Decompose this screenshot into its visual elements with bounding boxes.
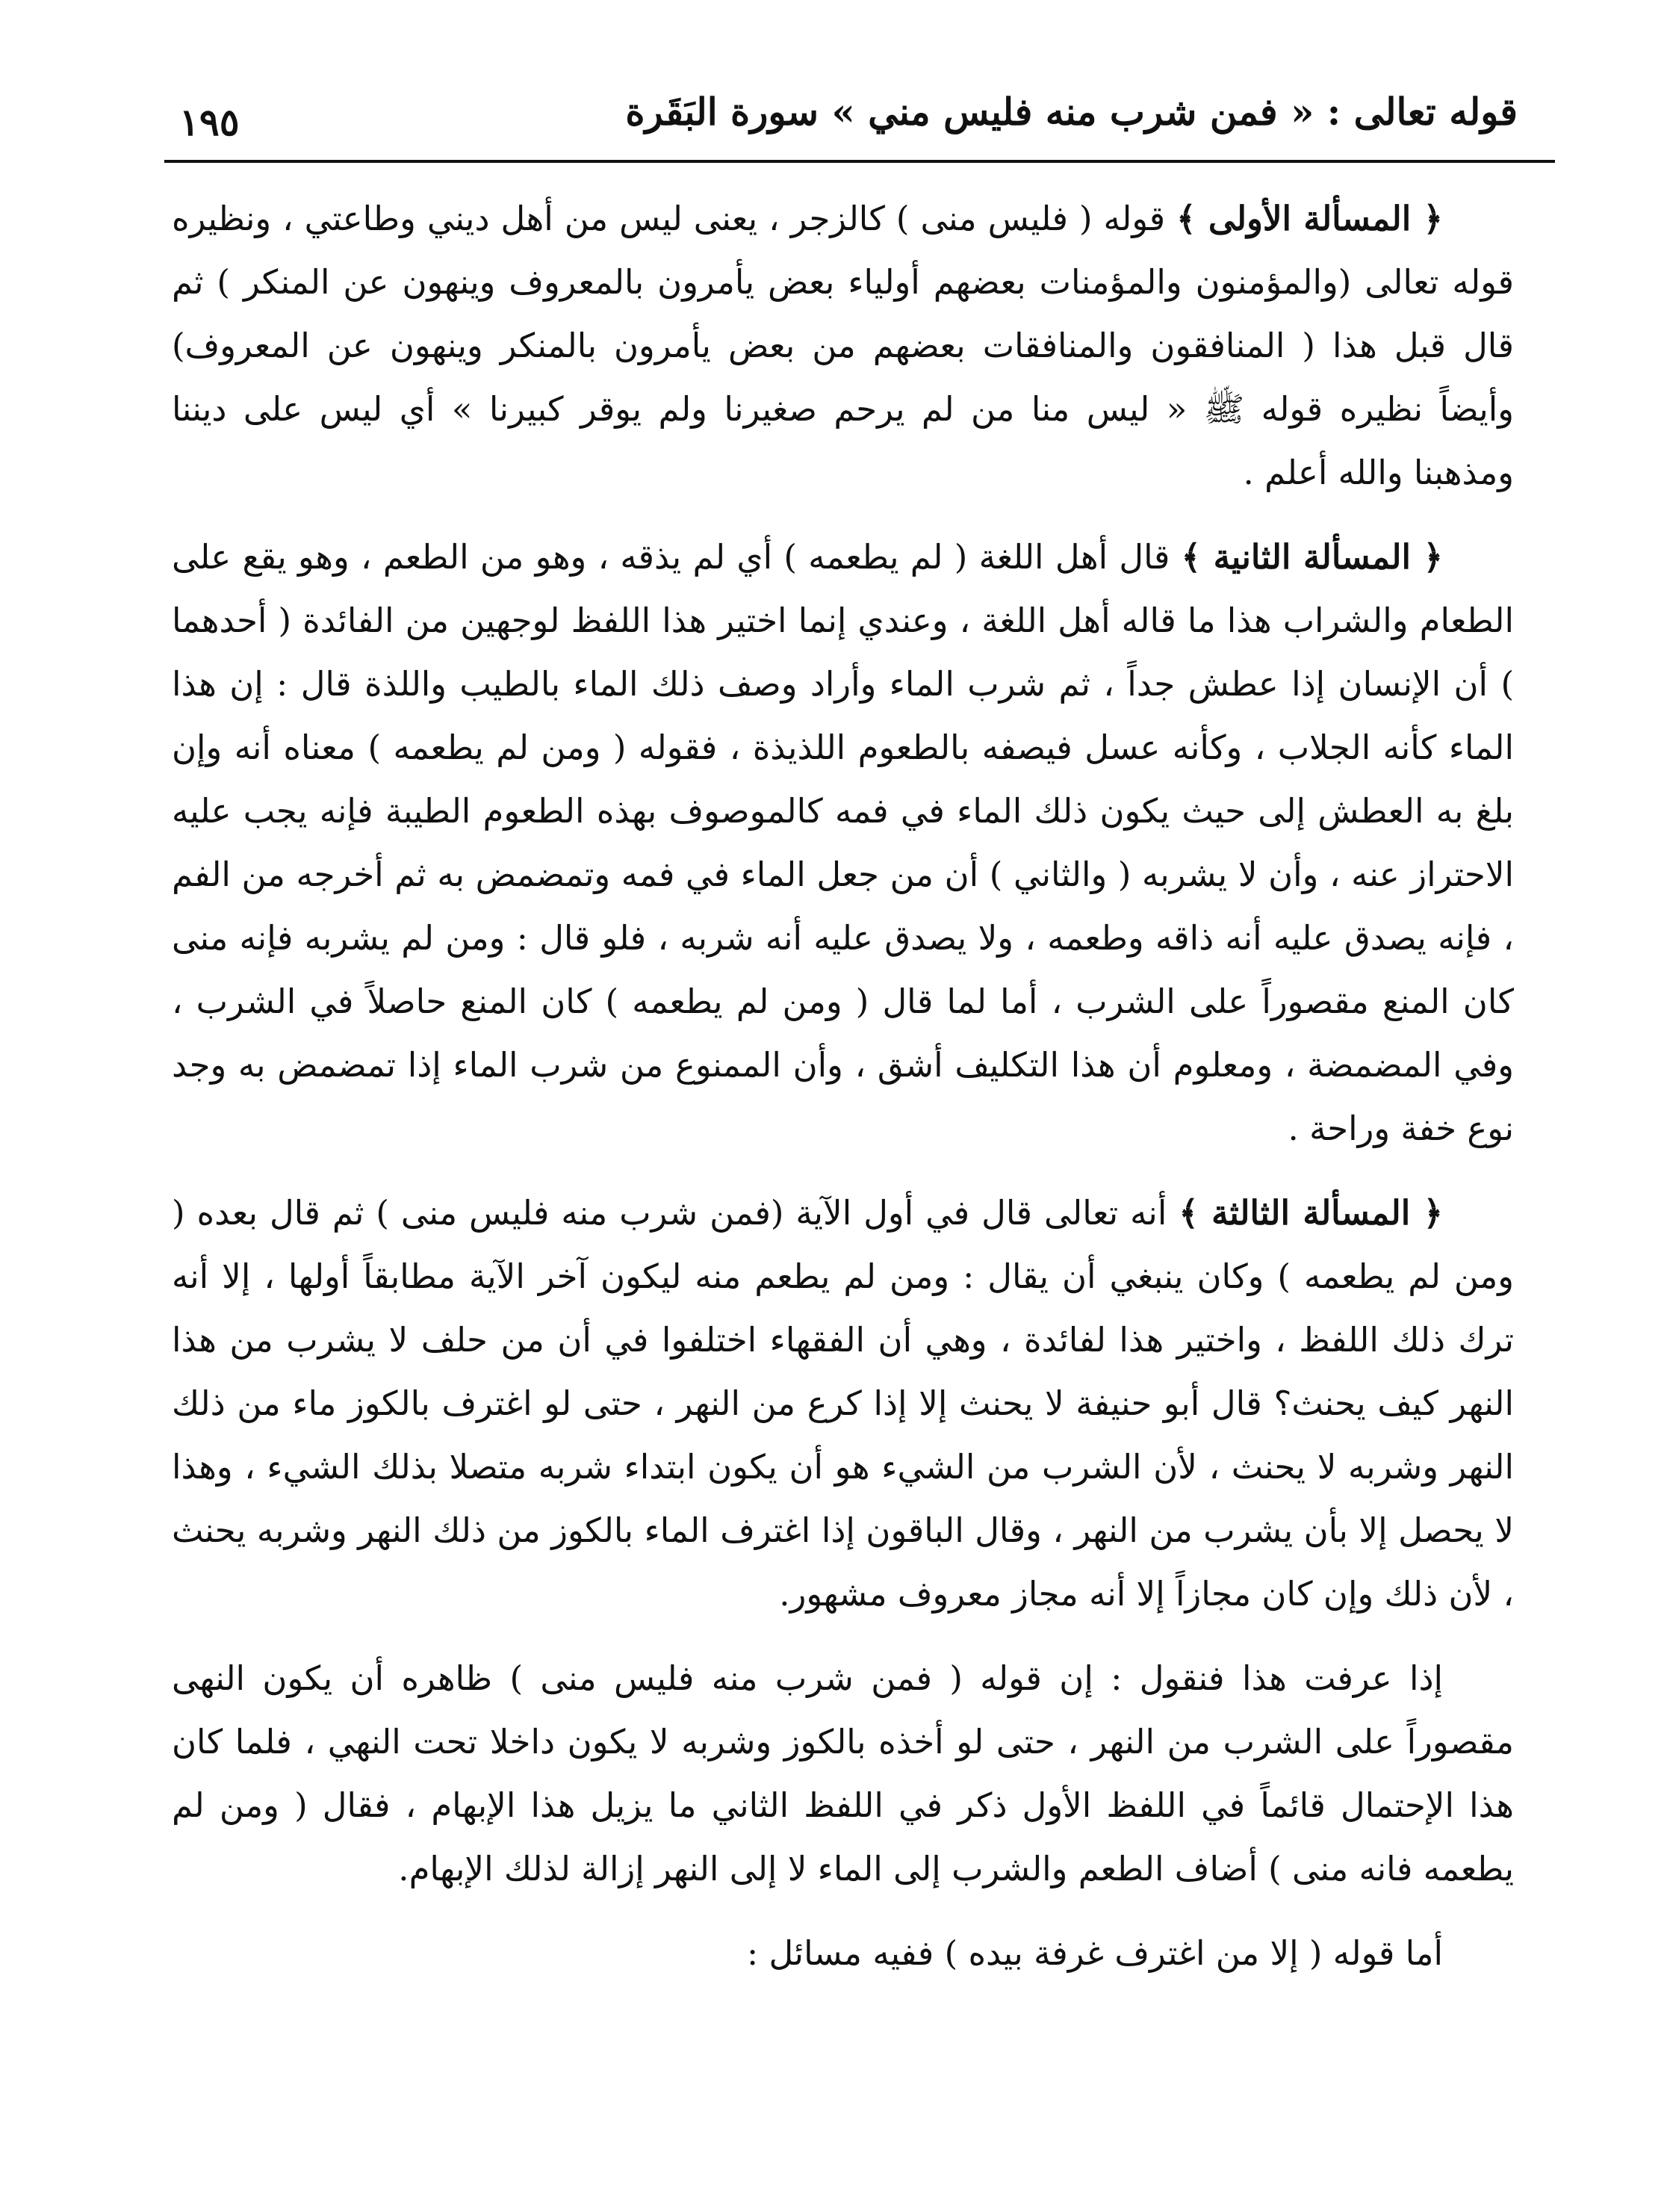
body-text [172, 187, 1514, 2006]
close-bracket: ﴾ [1181, 537, 1202, 577]
paragraph-3-text: أنه تعالى قال في أول الآية (فمن شرب منه فليس منى ) ثم قال بعده ( ومن لم يطعمه ) وكان ينبغي أن يقال : ومن لم يطعم منه ليكون آخر الآية مطابقاً أولها ، إلا أنه ترك ذلك اللفظ ، واختير هذا لفائدة ، وهي أن الفقهاء اختلفوا في أن من حلف لا يشرب من هذا النهر كيف يحنث؟ قال أبو حنيفة لا يحنث إلا إذا كرع من النهر ، حتى لو اغترف بالكوز ماء من ذلك النهر وشربه لا يحنث ، لأن الشرب من الشيء هو أن يكون ابتداء شربه متصلا بذلك الشيء ، وهذا لا يحصل إلا بأن يشرب من النهر ، وقال الباقون إذا اغترف الماء بالكوز من ذلك النهر وشربه يحنث ، لأن ذلك وإن كان مجازاً إلا أنه مجاز معروف مشهور. [172, 1193, 1514, 1614]
issue-title-1-text: المسألة الأولى [1208, 199, 1412, 238]
paragraph-issue-2 [172, 525, 1514, 1160]
paragraph-2-text: قال أهل اللغة ( لم يطعمه ) أي لم يذقه ، وهو من الطعم ، وهو يقع على الطعام والشراب هذا ما قاله أهل اللغة ، وعندي إنما اختير هذا اللفظ لوجهين من الفائدة ( أحدهما ) أن الإنسان إذا عطش جداً ، ثم شرب الماء وأراد وصف ذلك الماء بالطيب واللذة قال : إن هذا الماء كأنه الجلاب ، وكأنه عسل فيصفه بالطعوم اللذيذة ، فقوله ( ومن لم يطعمه ) معناه أنه وإن بلغ به العطش إلى حيث يكون ذلك الماء في فمه كالموصوف بهذه الطعوم الطيبة فإنه يجب عليه الاحتراز عنه ، وأن لا يشربه ( والثاني ) أن من جعل الماء في فمه وتمضمض به ثم أخرجه من الفم ، فإنه يصدق عليه أنه ذاقه وطعمه ، ولا يصدق عليه أنه شربه ، فلو قال : ومن لم يشربه فإنه منى كان المنع مقصوراً على الشرب ، أما لما قال ( ومن لم يطعمه ) كان المنع حاصلاً في الشرب ، وفي المضمضة ، ومعلوم أن هذا التكليف أشق ، وأن الممنوع من شرب الماء إذا تمضمض به وجد نوع خفة وراحة . [172, 537, 1514, 1148]
close-bracket: ﴾ [1179, 1193, 1199, 1233]
paragraph-5 [172, 1921, 1514, 1985]
page-header [179, 90, 1518, 157]
issue-title-2-text: المسألة الثانية [1213, 537, 1411, 577]
running-title: قوله تعالى : « فمن شرب منه فليس مني » سورة البَقَرة [625, 90, 1518, 134]
paragraph-4-text: إذا عرفت هذا فنقول : إن قوله ( فمن شرب منه فليس منى ) ظاهره أن يكون النهى مقصوراً على الشرب من النهر ، حتى لو أخذه بالكوز وشربه لا يكون داخلا تحت النهي ، فلما كان هذا الإحتمال قائماً في اللفظ الأول ذكر في اللفظ الثاني ما يزيل هذا الإبهام ، فقال ( ومن لم يطعمه فانه منى ) أضاف الطعم والشرب إلى الماء لا إلى النهر إزالة لذلك الإبهام. [172, 1658, 1514, 1889]
issue-title-3 [1179, 1193, 1443, 1233]
issue-title-3-text: المسألة الثالثة [1211, 1193, 1411, 1233]
page-number: ١٩٥ [179, 100, 240, 144]
open-bracket: ﴿ [1423, 1193, 1444, 1233]
open-bracket: ﴿ [1423, 199, 1443, 238]
issue-title-2 [1182, 537, 1443, 577]
paragraph-issue-3 [172, 1181, 1514, 1626]
header-rule [164, 160, 1555, 163]
close-bracket: ﴾ [1176, 199, 1196, 238]
paragraph-5-text: أما قوله ( إلا من اغترف غرفة بيده ) ففيه مسائل : [747, 1933, 1443, 1973]
open-bracket: ﴿ [1423, 537, 1444, 577]
issue-title-1 [1176, 199, 1443, 238]
paragraph-1-text: قوله ( فليس منى ) كالزجر ، يعنى ليس من أهل ديني وطاعتي ، ونظيره قوله تعالى (والمؤمنون والمؤمنات بعضهم أولياء بعض يأمرون بالمعروف وينهون عن المنكر ) ثم قال قبل هذا ( المنافقون والمنافقات بعضهم من بعض يأمرون بالمنكر وينهون عن المعروف) وأيضاً نظيره قوله ﷺ « ليس منا من لم يرحم صغيرنا ولم يوقر كبيرنا » أي ليس على ديننا ومذهبنا والله أعلم . [172, 199, 1514, 492]
paragraph-4 [172, 1646, 1514, 1900]
paragraph-issue-1 [172, 187, 1514, 504]
